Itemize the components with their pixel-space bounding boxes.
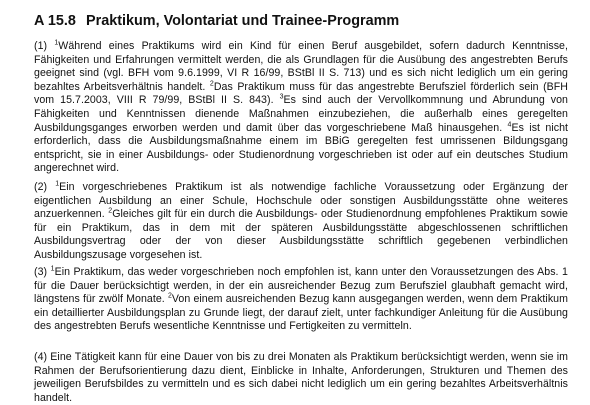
paragraph-3 bbox=[34, 266, 568, 334]
section-number: A 15.8 bbox=[34, 13, 76, 29]
sentence-number: 3 bbox=[279, 93, 284, 101]
paragraph-label: (3) bbox=[34, 266, 48, 278]
sentence-number: 1 bbox=[50, 265, 55, 273]
sentence: Eine Tätigkeit kann für eine Dauer von bis zu drei Monaten als Praktikum berücksichtigt werden, wenn sie im Rahmen der Berufsorientierung dazu dient, Einblicke in Inhalte, Anforderungen, Strukturen und Themen des jeweiligen Berufsbildes zu vermitteln und es sich dabei nicht lediglich um ein gering bezahltes Arbeitsverhältnis handelt. bbox=[34, 351, 568, 404]
paragraph-1 bbox=[34, 40, 568, 176]
sentence-number: 1 bbox=[55, 180, 60, 188]
paragraph-label: (2) bbox=[34, 181, 48, 193]
sentence: Ein Praktikum, das weder vorgeschrieben noch empfohlen ist, kann unter den Voraussetzungen des Abs. 1 für die Dauer berücksichtigt werden, in der ein ausreichender Bezug zum Berufsziel glaubhaft gemacht wird, längstens für zwölf Monate. bbox=[34, 266, 568, 306]
sentence: Es sind auch der Vervollkommnung und Abrundung von Fähigkeiten und Kenntnissen dienende Maßnahmen einzubeziehen, die außerhalb eines geregelten Ausbildungsganges erworben werden und damit über das vorgeschriebene Maß hinausgehen. bbox=[34, 94, 569, 134]
sentence-number: 2 bbox=[209, 80, 214, 88]
paragraph-2 bbox=[34, 181, 568, 263]
paragraph-label: (1) bbox=[34, 40, 48, 52]
sentence: Während eines Praktikums wird ein Kind für einen Beruf ausgebildet, sofern dadurch Kenntnisse, Fähigkeiten und Erfahrungen vermittelt werden, die als Grundlagen für die Ausübung des angestrebten Berufs geeignet sind (vgl. BFH vom 9.6.1999, VI R 16/99, BStBl II S. 713) und es sich nicht lediglich um ein gering bezahltes Arbeitsverhältnis handelt. bbox=[34, 40, 568, 93]
paragraph-4 bbox=[34, 351, 568, 405]
sentence-number: 1 bbox=[54, 39, 59, 47]
sentence: Gleiches gilt für ein durch die Ausbildungs- oder Studienordnung empfohlenes Praktikum sowie für ein Praktikum, das in dem mit der späteren Ausbildungsstätte abgeschlossenen schriftlichen Ausbildungsvertrag oder der von dieser Ausbildungsstätte schriftlich gegebenen verbindlichen Ausbildungszusage vorgesehen ist. bbox=[34, 208, 568, 261]
sentence: Von einem ausreichenden Bezug kann ausgegangen werden, wenn dem Praktikum ein detaillierter Ausbildungsplan zu Grunde liegt, der darauf zielt, unter fachkundiger Anleitung für die Ausübung des angestrebten Berufs wesentliche Kenntnisse und Fertigkeiten zu vermitteln. bbox=[34, 293, 568, 333]
section-heading bbox=[34, 12, 574, 30]
sentence: Das Praktikum muss für das angestrebte Berufsziel förderlich sein (BFH vom 15.7.2003, VIII R 79/99, BStBl II S. 843). bbox=[34, 80, 569, 107]
section-title: Praktikum, Volontariat und Trainee-Programm bbox=[86, 13, 400, 29]
sentence: Es ist nicht erforderlich, dass die Ausbildungsmaßnahme einem im BBiG geregelten fest umrissenen Bildungsgang entspricht, sie in einer Ausbildungs- oder Studienordnung vorgeschrieben ist oder auf ein deutsches Studium angerechnet wird. bbox=[34, 121, 569, 175]
sentence-number: 4 bbox=[507, 121, 512, 129]
sentence-number: 2 bbox=[167, 292, 172, 300]
sentence-number: 2 bbox=[108, 207, 113, 215]
sentence: Ein vorgeschriebenes Praktikum ist als notwendige fachliche Voraussetzung oder Ergänzung der eigentlichen Ausbildung an einer Schule, Hochschule oder sonstigen Ausbildungsstätte ohne weiteres anzuerkennen. bbox=[34, 181, 568, 221]
paragraph-label: (4) bbox=[34, 351, 48, 363]
